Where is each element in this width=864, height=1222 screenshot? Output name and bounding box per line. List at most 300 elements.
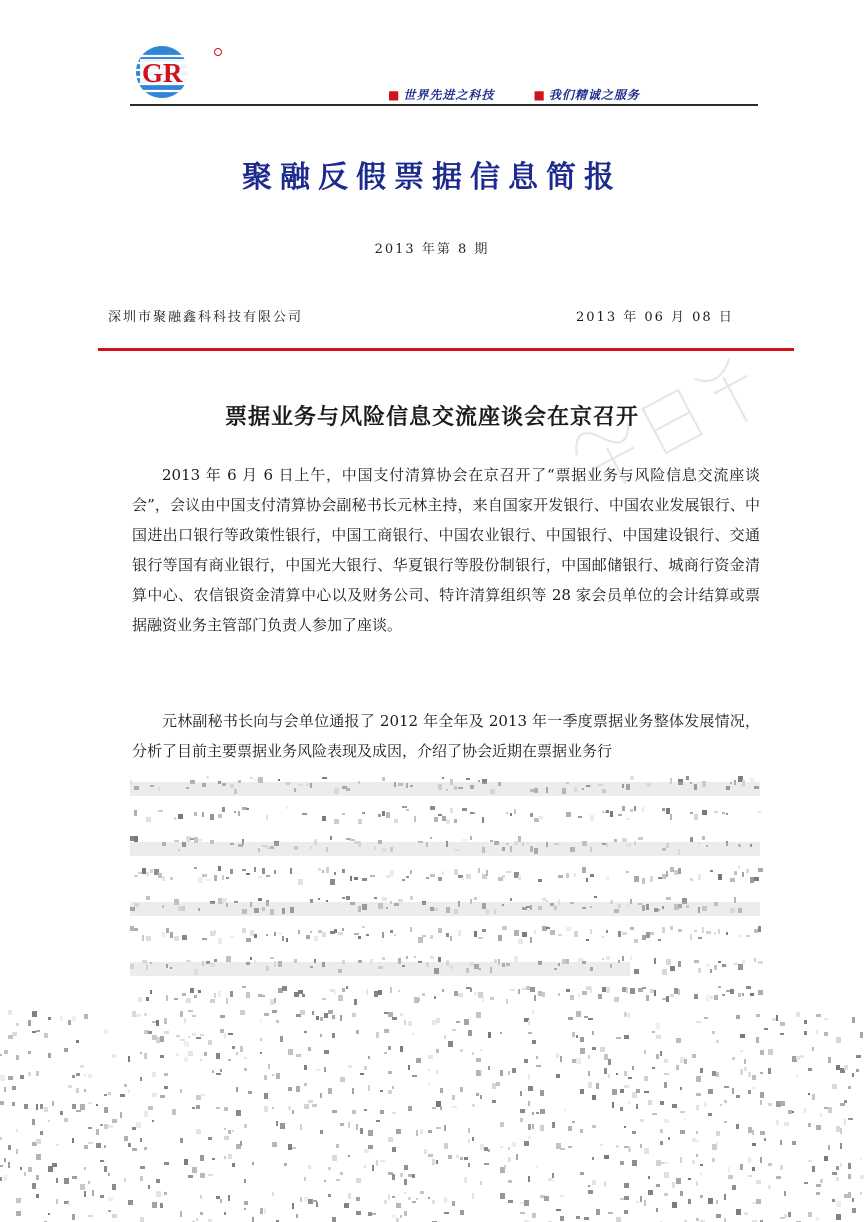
noise-pixel (248, 1091, 252, 1094)
noise-pixel (670, 994, 674, 997)
noise-pixel (406, 809, 409, 811)
noise-pixel (840, 1143, 842, 1149)
noise-pixel (702, 810, 707, 815)
noise-pixel (366, 934, 369, 936)
noise-pixel (226, 998, 228, 1004)
noise-pixel (184, 1018, 186, 1023)
noise-pixel (828, 1145, 830, 1150)
noise-pixel (664, 1059, 668, 1063)
noise-pixel (502, 875, 505, 878)
noise-pixel (662, 808, 665, 811)
noise-pixel (676, 1065, 679, 1070)
noise-pixel (224, 1136, 229, 1140)
noise-pixel (264, 1013, 269, 1016)
noise-pixel (258, 876, 262, 878)
noise-pixel (588, 1018, 593, 1020)
noise-pixel (472, 1137, 474, 1141)
noise-pixel (398, 899, 403, 902)
noise-pixel (452, 1201, 455, 1206)
noise-pixel (664, 1119, 669, 1123)
noise-pixel (146, 936, 151, 941)
noise-pixel (188, 1010, 193, 1012)
noise-pixel (194, 995, 197, 998)
noise-pixel (788, 1212, 791, 1217)
noise-pixel (100, 1124, 103, 1126)
noise-pixel (666, 996, 669, 1002)
noise-pixel (666, 897, 671, 900)
noise-pixel (464, 1019, 469, 1025)
noise-pixel (608, 1074, 610, 1078)
noise-pixel (836, 1177, 839, 1181)
noise-pixel (680, 1111, 685, 1113)
noise-pixel (272, 1074, 274, 1076)
noise-pixel (528, 1101, 530, 1106)
article-title: 票据业务与风险信息交流座谈会在京召开 (224, 404, 639, 430)
noise-pixel (476, 1093, 479, 1096)
noise-pixel (316, 1202, 318, 1207)
noise-pixel (510, 989, 515, 991)
noise-pixel (670, 814, 672, 820)
noise-pixel (434, 996, 436, 999)
noise-pixel (334, 872, 336, 875)
noise-pixel (108, 1173, 110, 1176)
noise-pixel (634, 876, 639, 882)
noise-pixel (298, 879, 303, 885)
noise-pixel (380, 1090, 383, 1092)
noise-pixel (740, 1034, 745, 1038)
noise-pixel (840, 1103, 845, 1106)
noise-pixel (530, 937, 532, 943)
noise-pixel (536, 1065, 541, 1067)
noise-pixel (840, 1128, 842, 1134)
noise-pixel (450, 936, 452, 941)
noise-pixel (580, 1037, 584, 1042)
noise-pixel (596, 1209, 600, 1215)
noise-pixel (664, 1193, 668, 1196)
noise-pixel (590, 815, 594, 821)
noise-pixel (262, 995, 265, 997)
noise-pixel (784, 1191, 786, 1196)
noise-pixel (352, 1088, 354, 1094)
noise-pixel (376, 1120, 380, 1122)
noise-pixel (734, 963, 738, 965)
noise-pixel (260, 1052, 262, 1054)
noise-pixel (284, 1163, 287, 1166)
noise-pixel (240, 1046, 243, 1052)
noise-pixel (640, 1119, 644, 1122)
noise-pixel (266, 815, 268, 820)
noise-pixel (128, 1090, 130, 1093)
noise-pixel (380, 1110, 384, 1114)
noise-pixel (224, 1033, 226, 1038)
noise-pixel (150, 869, 153, 873)
noise-pixel (450, 808, 453, 813)
noise-pixel (198, 877, 203, 883)
noise-pixel (354, 877, 358, 880)
noise-pixel (260, 1019, 262, 1023)
noise-pixel (654, 958, 656, 964)
noise-pixel (648, 1100, 652, 1105)
noise-pixel (414, 816, 416, 822)
noise-pixel (418, 998, 420, 1001)
publish-date: 2013 年 06 月 08 日 (576, 310, 734, 325)
noise-pixel (630, 956, 632, 960)
noise-pixel (16, 1149, 18, 1154)
noise-pixel (238, 811, 240, 816)
noise-pixel (648, 1190, 653, 1195)
noise-pixel (438, 814, 442, 816)
noise-pixel (442, 989, 444, 992)
slogan-1 (388, 88, 494, 102)
noise-pixel (616, 1217, 621, 1222)
noise-pixel (68, 1202, 70, 1206)
noise-pixel (502, 926, 507, 930)
noise-pixel (320, 1130, 323, 1134)
noise-pixel (392, 1196, 395, 1198)
noise-pixel (688, 1199, 691, 1204)
noise-pixel (654, 990, 656, 996)
noise-pixel (542, 992, 545, 997)
noise-pixel (208, 1040, 212, 1045)
noise-pixel (656, 1054, 659, 1059)
noise-pixel (48, 1017, 51, 1020)
noise-pixel (56, 1178, 58, 1183)
noise-pixel (254, 867, 256, 872)
noise-pixel (132, 1148, 137, 1151)
noise-pixel (224, 1128, 226, 1130)
noise-pixel (446, 819, 450, 824)
noise-pixel (750, 993, 754, 996)
noise-pixel (764, 1028, 768, 1030)
noise-pixel (298, 930, 300, 934)
noise-pixel (642, 935, 646, 940)
noise-pixel (736, 1095, 740, 1098)
noise-pixel (836, 1037, 841, 1043)
noise-pixel (714, 965, 717, 970)
noise-pixel (182, 993, 186, 996)
noise-pixel (848, 1086, 851, 1089)
noise-pixel (166, 928, 169, 933)
noise-pixel (528, 1086, 533, 1091)
noise-pixel (280, 1036, 283, 1042)
noise-pixel (322, 777, 327, 779)
noise-pixel (12, 1032, 17, 1036)
noise-pixel (632, 1160, 637, 1166)
noise-pixel (424, 1149, 427, 1154)
noise-pixel (390, 870, 394, 876)
noise-pixel (836, 1166, 839, 1170)
noise-pixel (360, 1128, 363, 1134)
noise-pixel (416, 1198, 418, 1200)
noise-pixel (36, 1194, 39, 1198)
noise-pixel (606, 810, 609, 813)
noise-pixel (670, 966, 675, 971)
noise-pixel (608, 1059, 611, 1065)
noise-pixel (478, 937, 483, 939)
noise-pixel (266, 875, 270, 877)
noise-pixel (520, 1091, 522, 1096)
noise-pixel (250, 930, 254, 936)
noise-pixel (742, 872, 744, 877)
noise-pixel (812, 1047, 814, 1051)
noise-pixel (12, 1102, 15, 1106)
noise-pixel (404, 1020, 406, 1025)
noise-pixel (182, 935, 187, 940)
noise-pixel (626, 987, 628, 993)
noise-pixel (722, 994, 725, 996)
noise-pixel (632, 1131, 636, 1134)
noise-pixel (160, 1203, 163, 1208)
noise-pixel (254, 779, 258, 781)
noise-pixel (760, 1157, 762, 1163)
noise-pixel (728, 1175, 733, 1179)
noise-pixel (808, 1123, 811, 1127)
noise-pixel (362, 878, 367, 881)
noise-pixel (192, 1167, 197, 1173)
noise-pixel (812, 1166, 815, 1172)
noise-pixel (748, 1090, 751, 1094)
noise-pixel (394, 934, 396, 936)
noise-pixel (60, 1111, 63, 1115)
noise-pixel (176, 1053, 179, 1056)
noise-pixel (200, 1059, 202, 1061)
noise-pixel (446, 933, 449, 937)
noise-pixel (202, 874, 207, 877)
noise-pixel (404, 1211, 407, 1216)
noise-pixel (232, 1046, 235, 1049)
noise-pixel (318, 898, 320, 900)
noise-pixel (538, 816, 543, 819)
noise-pixel (530, 987, 535, 992)
noise-pixel (768, 1049, 773, 1055)
noise-pixel (388, 1137, 393, 1142)
noise-pixel (296, 1214, 298, 1218)
noise-pixel (184, 1057, 188, 1062)
noise-pixel (656, 1023, 660, 1029)
noise-pixel (404, 1165, 408, 1170)
noise-pixel (288, 1049, 293, 1055)
noise-pixel (334, 929, 337, 933)
noise-pixel (836, 1126, 840, 1132)
noise-pixel (128, 1056, 130, 1062)
noise-pixel (134, 928, 138, 931)
noise-pixel (108, 1197, 113, 1201)
noise-pixel (746, 935, 750, 937)
noise-pixel (736, 1209, 741, 1215)
noise-pixel (214, 875, 217, 881)
noise-pixel (624, 1183, 629, 1188)
noise-pixel (226, 877, 229, 879)
noise-pixel (588, 1082, 592, 1088)
noise-pixel (622, 987, 626, 992)
noise-pixel (740, 1069, 743, 1075)
noise-pixel (192, 1033, 196, 1036)
noise-pixel (588, 1185, 590, 1187)
noise-pixel (460, 1210, 464, 1215)
noise-pixel (392, 1215, 396, 1218)
noise-pixel (324, 1180, 326, 1182)
noise-pixel (700, 1068, 703, 1073)
noise-pixel (216, 1107, 220, 1109)
noise-pixel (680, 1191, 683, 1196)
noise-pixel (752, 1087, 755, 1089)
noise-pixel (190, 988, 194, 993)
noise-pixel (816, 1014, 821, 1017)
noise-pixel (140, 1217, 144, 1222)
noise-pixel (288, 1087, 292, 1091)
noise-pixel (590, 987, 592, 993)
noise-pixel (412, 1033, 414, 1035)
noise-pixel (542, 898, 546, 901)
noise-pixel (454, 869, 458, 875)
noise-pixel (696, 1076, 701, 1082)
noise-pixel (700, 1195, 703, 1198)
noise-pixel (530, 813, 533, 817)
noise-pixel (820, 1179, 823, 1183)
noise-pixel (222, 875, 224, 880)
noise-pixel (32, 1011, 37, 1017)
noise-pixel (600, 1047, 605, 1052)
noise-pixel (696, 1021, 701, 1023)
noise-pixel (414, 956, 416, 958)
noise-pixel (698, 968, 701, 973)
noise-pixel (666, 808, 670, 814)
noise-pixel (80, 1104, 85, 1110)
noise-pixel (824, 1156, 828, 1161)
noise-pixel (544, 1196, 549, 1201)
noise-pixel (108, 1125, 113, 1128)
noise-pixel (252, 1162, 254, 1165)
noise-pixel (602, 987, 606, 992)
noise-pixel (642, 807, 644, 812)
noise-pixel (642, 878, 645, 884)
noise-pixel (852, 1198, 854, 1202)
noise-pixel (162, 876, 165, 881)
noise-pixel (232, 1163, 235, 1167)
noise-pixel (342, 813, 345, 815)
noise-pixel (64, 1178, 69, 1184)
noise-pixel (852, 1208, 856, 1213)
noise-pixel (644, 1091, 649, 1093)
noise-pixel (374, 991, 378, 997)
noise-pixel (470, 836, 472, 840)
noise-pixel (848, 1163, 851, 1169)
noise-pixel (466, 874, 471, 879)
noise-pixel (588, 1055, 590, 1059)
noise-pixel (510, 898, 512, 901)
noise-pixel (444, 1125, 446, 1131)
noise-pixel (252, 1217, 254, 1222)
noise-pixel (174, 840, 179, 842)
noise-pixel (546, 927, 550, 929)
noise-pixel (88, 1215, 93, 1217)
noise-pixel (528, 1074, 530, 1080)
noise-pixel (658, 939, 661, 941)
noise-pixel (718, 986, 721, 988)
noise-pixel (644, 1148, 649, 1154)
noise-pixel (556, 1053, 559, 1058)
noise-pixel (556, 1074, 560, 1078)
noise-pixel (534, 995, 536, 1001)
noise-pixel (292, 1147, 296, 1149)
noise-pixel (440, 1106, 442, 1110)
noise-pixel (218, 938, 222, 944)
noise-pixel (520, 1212, 525, 1214)
noise-pixel (386, 812, 390, 818)
noise-pixel (196, 1218, 198, 1221)
noise-pixel (752, 1075, 756, 1080)
noise-pixel (496, 1082, 500, 1086)
noise-pixel (204, 1052, 207, 1056)
noise-pixel (228, 1195, 230, 1201)
noise-pixel (694, 960, 699, 963)
noise-pixel (192, 1015, 196, 1017)
noise-pixel (460, 1049, 463, 1052)
noise-pixel (634, 969, 639, 974)
noise-pixel (684, 1059, 687, 1064)
noise-pixel (702, 836, 705, 840)
noise-pixel (718, 874, 722, 880)
noise-pixel (624, 1196, 629, 1200)
noise-pixel (528, 1136, 531, 1139)
noise-pixel (132, 1011, 136, 1017)
noise-pixel (666, 959, 671, 965)
noise-pixel (346, 986, 348, 989)
noise-pixel (32, 1031, 36, 1033)
noise-pixel (808, 1093, 810, 1095)
noise-pixel (800, 1055, 804, 1058)
noise-pixel (404, 1192, 406, 1194)
noise-pixel (382, 897, 387, 901)
noise-pixel (508, 1200, 513, 1203)
noise-pixel (488, 1149, 490, 1152)
noise-pixel (712, 1158, 715, 1162)
noise-pixel (422, 993, 425, 996)
noise-pixel (164, 1031, 169, 1034)
noise-pixel (482, 997, 484, 1002)
noise-pixel (560, 1216, 564, 1221)
noise-pixel (84, 1191, 86, 1197)
noise-pixel (382, 957, 385, 960)
noise-pixel (740, 1164, 743, 1170)
noise-pixel (472, 1193, 474, 1199)
noise-pixel (548, 1178, 553, 1181)
noise-pixel (558, 934, 562, 936)
noise-pixel (438, 957, 441, 962)
noise-pixel (112, 1054, 116, 1058)
noise-pixel (312, 1011, 314, 1015)
noise-pixel (364, 1109, 367, 1111)
noise-pixel (510, 813, 512, 816)
noise-pixel (736, 1124, 739, 1129)
noise-pixel (804, 1108, 806, 1113)
noise-pixel (804, 1020, 807, 1024)
noise-pixel (210, 999, 215, 1003)
noise-pixel (24, 1172, 26, 1176)
noise-pixel (792, 1111, 794, 1113)
noise-pixel (816, 1192, 820, 1195)
noise-pixel (428, 1069, 430, 1071)
noise-pixel (734, 871, 737, 875)
noise-pixel (604, 1181, 606, 1187)
noise-pixel (558, 993, 560, 996)
noise-pixel (156, 1020, 159, 1026)
noise-pixel (208, 1137, 212, 1140)
noise-pixel (832, 1172, 837, 1175)
noise-pixel (180, 1211, 182, 1217)
noise-pixel (170, 877, 173, 880)
noise-pixel (512, 1068, 516, 1073)
